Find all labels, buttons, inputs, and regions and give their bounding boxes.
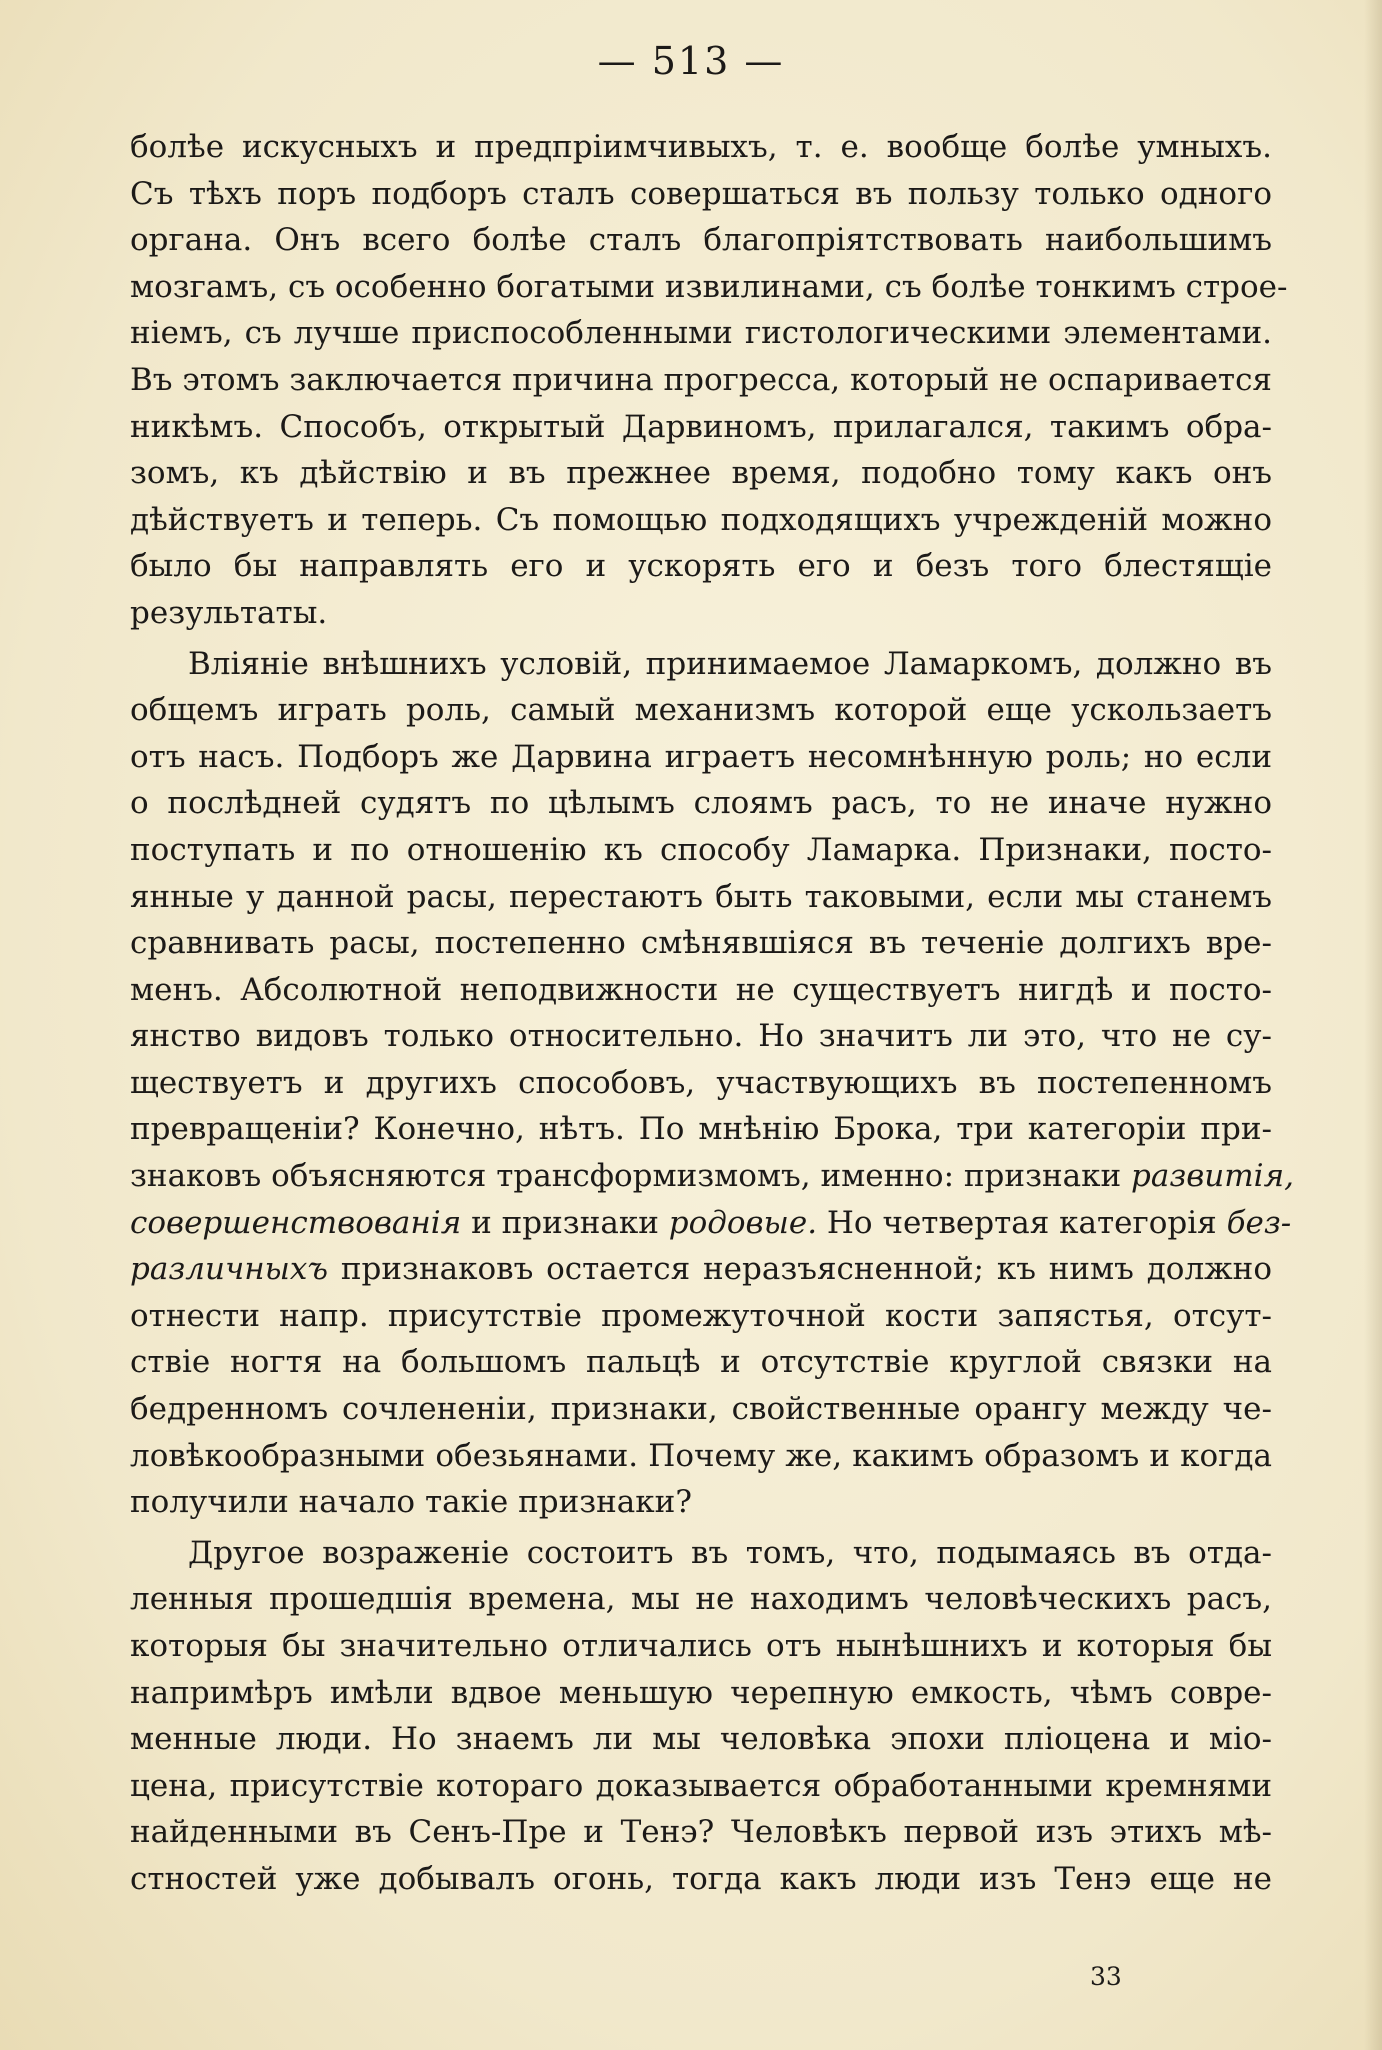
text-line: дѣйствуетъ и теперь. Съ помощью подходящихъ учрежденій можно bbox=[130, 501, 1272, 538]
text-line: результаты. bbox=[130, 594, 328, 631]
text-line: Вліяніе внѣшнихъ условій, принимаемое Ламаркомъ, должно въ bbox=[188, 645, 1272, 682]
text-line: которыя бы значительно отличались отъ нынѣшнихъ и которыя бы bbox=[130, 1628, 1272, 1664]
text-line bbox=[130, 1246, 1272, 1293]
text-line: Съ тѣхъ поръ подборъ сталъ совершаться въ пользу только одного bbox=[130, 175, 1272, 212]
text-line: янство видовъ только относительно. Но значитъ ли это, что не су- bbox=[130, 1018, 1272, 1055]
text-line: поступать и по отношенію къ способу Ламарка. Признаки, посто- bbox=[130, 831, 1272, 868]
italic-term: совершенствованія bbox=[130, 1204, 462, 1241]
text-line: ществуетъ и другихъ способовъ, участвующихъ въ постепенномъ bbox=[130, 1064, 1272, 1101]
italic-term: без- bbox=[1226, 1204, 1292, 1241]
text-line: никѣмъ. Способъ, открытый Дарвиномъ, прилагался, такимъ обра- bbox=[130, 408, 1272, 445]
text-line: Другое возраженіе состоитъ въ томъ, что, подымаясь въ отда- bbox=[188, 1534, 1272, 1571]
text-line: бедренномъ сочлененіи, признаки, свойственные орангу между че- bbox=[130, 1391, 1272, 1428]
body-text bbox=[130, 124, 1294, 1903]
text-run: знаковъ объясняются трансформизмомъ, именно: признаки bbox=[130, 1158, 1132, 1195]
text-line: ствіе ногтя на большомъ пальцѣ и отсутствіе круглой связки на bbox=[130, 1344, 1272, 1381]
text-line: ленныя прошедшія времена, мы не находимъ человѣческихъ расъ, bbox=[130, 1581, 1272, 1618]
italic-term: родовые. bbox=[668, 1204, 818, 1241]
text-line bbox=[130, 1153, 1294, 1200]
text-line: болѣе искусныхъ и предпріимчивыхъ, т. е. вообще болѣе умныхъ. bbox=[130, 129, 1272, 165]
page-number: — 513 — bbox=[597, 39, 785, 83]
text-line: отъ насъ. Подборъ же Дарвина играетъ несомнѣнную роль; но если bbox=[130, 738, 1272, 775]
text-line: о послѣдней судятъ по цѣлымъ слоямъ расъ, то не иначе нужно bbox=[130, 785, 1272, 822]
italic-term: развитія, bbox=[1131, 1158, 1294, 1195]
text-line: получили начало такіе признаки? bbox=[130, 1484, 692, 1521]
text-run: и признаки bbox=[461, 1204, 669, 1241]
paragraph-2 bbox=[130, 641, 1294, 1526]
text-line: общемъ играть роль, самый механизмъ которой еще ускользаетъ bbox=[130, 692, 1272, 729]
text-line: зомъ, къ дѣйствію и въ прежнее время, подобно тому какъ онъ bbox=[130, 455, 1272, 492]
text-line: янные у данной расы, перестаютъ быть таковыми, если мы станемъ bbox=[130, 878, 1272, 915]
paragraph-3 bbox=[130, 1530, 1272, 1903]
text-line: напримѣръ имѣли вдвое меньшую черепную емкость, чѣмъ совре- bbox=[130, 1674, 1272, 1711]
text-line: мозгамъ, съ особенно богатыми извилинами, съ болѣе тонкимъ строе- bbox=[130, 268, 1288, 305]
text-line: органа. Онъ всего болѣе сталъ благопріятствовать наибольшимъ bbox=[130, 222, 1272, 259]
text-line: отнести напр. присутствіе промежуточной кости запястья, отсут- bbox=[130, 1297, 1272, 1334]
text-line: найденными въ Сенъ-Пре и Тенэ? Человѣкъ первой изъ этихъ мѣ- bbox=[130, 1814, 1272, 1851]
text-line: превращеніи? Конечно, нѣтъ. По мнѣнію Брока, три категоріи при- bbox=[130, 1111, 1272, 1148]
text-line: стностей уже добывалъ огонь, тогда какъ люди изъ Тенэ еще не bbox=[130, 1860, 1272, 1897]
page-edge-shadow bbox=[1364, 0, 1382, 2050]
text-line: цена, присутствіе котораго доказывается обработанными кремнями bbox=[130, 1767, 1272, 1804]
text-line: менные люди. Но знаемъ ли мы человѣка эпохи пліоцена и міо- bbox=[130, 1721, 1272, 1758]
text-line: Въ этомъ заключается причина прогресса, который не оспаривается bbox=[130, 361, 1272, 398]
text-run: признаковъ остается неразъясненной; къ нимъ должно bbox=[328, 1251, 1272, 1288]
text-line: сравнивать расы, постепенно смѣнявшіяся въ теченіе долгихъ вре- bbox=[130, 925, 1272, 962]
text-run: Но четвертая категорія bbox=[817, 1204, 1227, 1241]
text-line: было бы направлять его и ускорять его и безъ того блестящіе bbox=[130, 548, 1272, 585]
signature-mark: 33 bbox=[1090, 1962, 1122, 1991]
italic-term: различныхъ bbox=[130, 1251, 329, 1288]
text-line: ніемъ, съ лучше приспособленными гистологическими элементами. bbox=[130, 315, 1272, 352]
text-line: ловѣкообразными обезьянами. Почему же, какимъ образомъ и когда bbox=[130, 1437, 1272, 1474]
paragraph-1 bbox=[130, 124, 1288, 637]
text-line bbox=[130, 1200, 1292, 1247]
text-line: менъ. Абсолютной неподвижности не существуетъ нигдѣ и посто- bbox=[130, 971, 1272, 1008]
